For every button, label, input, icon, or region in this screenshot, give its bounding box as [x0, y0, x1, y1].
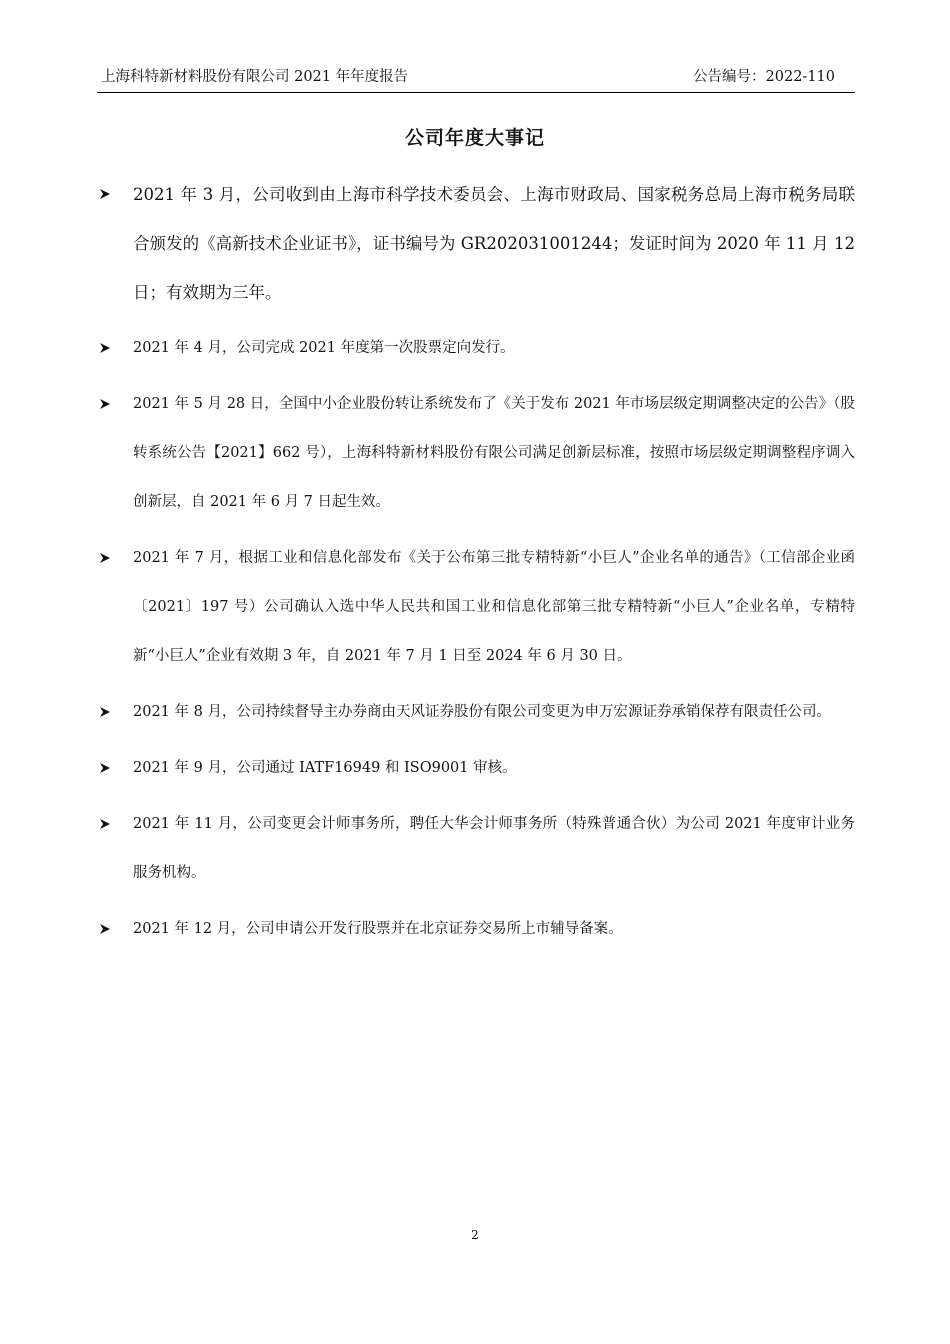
page-title: 公司年度大事记 [404, 127, 545, 149]
header-announcement-number: 公告编号：2022-110 [693, 69, 835, 85]
arrowhead-bullet-icon [99, 380, 113, 429]
event-text: 2021 年 8 月，公司持续督导主办券商由天风证券股份有限公司变更为申万宏源证券承销保荐有限责任公司。 [133, 704, 831, 720]
event-item [97, 380, 855, 527]
event-item [97, 800, 855, 898]
arrowhead-bullet-icon [99, 905, 113, 954]
event-item [97, 905, 855, 954]
arrowhead-bullet-icon [99, 534, 113, 583]
header-report-title: 上海科特新材料股份有限公司 2021 年年度报告 [101, 69, 409, 85]
event-item [97, 744, 855, 793]
event-item [97, 170, 855, 317]
event-list [97, 170, 855, 961]
event-text: 2021 年 3 月，公司收到由上海市科学技术委员会、上海市财政局、国家税务总局上海市税务局联合颁发的《高新技术企业证书》，证书编号为 GR202031001244；发证时间为 2020 年 11 月 12 日；有效期为三年。 [133, 185, 855, 302]
arrowhead-bullet-icon [99, 688, 113, 737]
event-item [97, 534, 855, 681]
event-item [97, 324, 855, 373]
arrowhead-bullet-icon [99, 324, 113, 373]
event-text: 2021 年 5 月 28 日，全国中小企业股份转让系统发布了《关于发布 2021 年市场层级定期调整决定的公告》（股转系统公告【2021】662 号），上海科特新材料股份有限公司满足创新层标准，按照市场层级定期调整程序调入创新层，自 2021 年 6 月 7 日起生效。 [133, 396, 855, 510]
page-number: 2 [471, 1228, 479, 1242]
event-item [97, 688, 855, 737]
arrowhead-bullet-icon [99, 170, 113, 219]
arrowhead-bullet-icon [99, 800, 113, 849]
event-text: 2021 年 9 月，公司通过 IATF16949 和 ISO9001 审核。 [133, 760, 517, 776]
event-text: 2021 年 12 月，公司申请公开发行股票并在北京证券交易所上市辅导备案。 [133, 921, 623, 937]
event-text: 2021 年 7 月，根据工业和信息化部发布《关于公布第三批专精特新“小巨人”企业名单的通告》（工信部企业函〔2021〕197 号）公司确认入选中华人民共和国工业和信息化部第三批专精特新“小巨人”企业名单，专精特新“小巨人”企业有效期 3 年，自 2021 年 7 月 1 日至 2024 年 6 月 30 日。 [133, 550, 855, 664]
event-text: 2021 年 11 月，公司变更会计师事务所，聘任大华会计师事务所（特殊普通合伙）为公司 2021 年度审计业务服务机构。 [133, 816, 855, 881]
arrowhead-bullet-icon [99, 744, 113, 793]
page-header [97, 66, 855, 93]
event-text: 2021 年 4 月，公司完成 2021 年度第一次股票定向发行。 [133, 340, 515, 356]
